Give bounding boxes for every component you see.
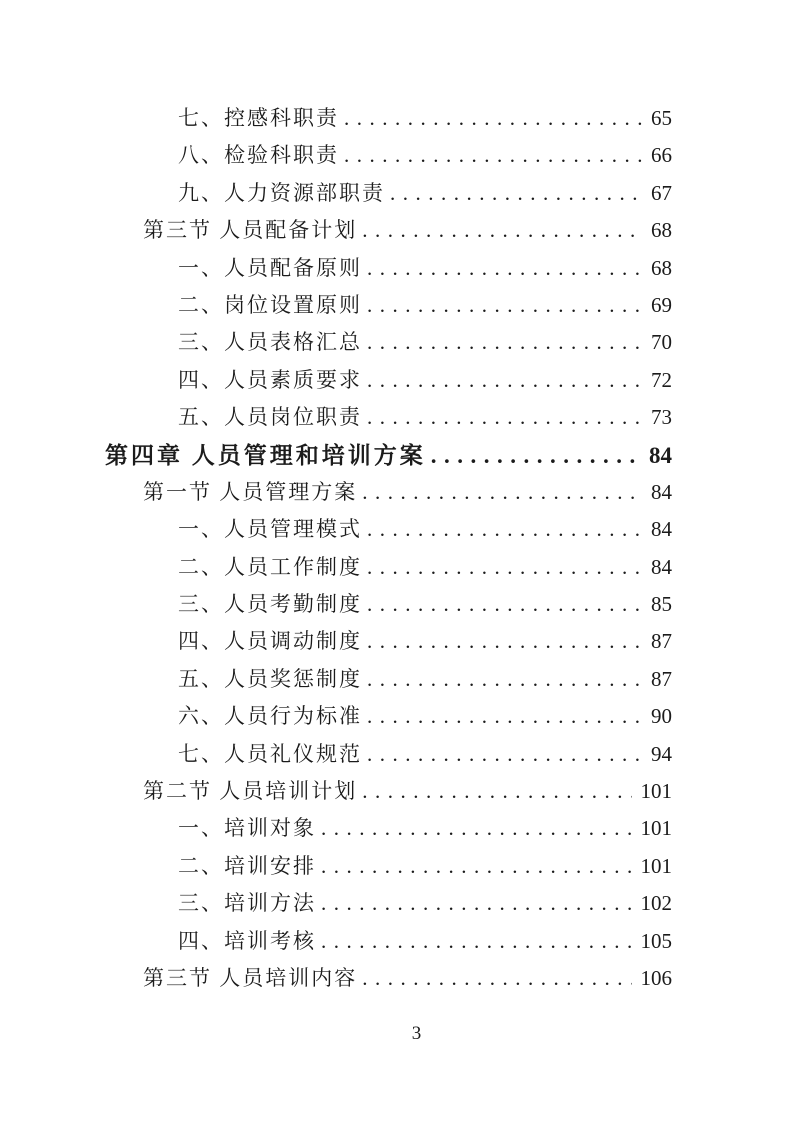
toc-entry-page-number: 66 bbox=[651, 143, 672, 168]
dot-leader bbox=[362, 362, 642, 399]
toc-entry bbox=[105, 399, 672, 436]
toc-entry-label: 二、人员工作制度 bbox=[178, 554, 362, 579]
toc-entry-label: 一、培训对象 bbox=[178, 816, 316, 841]
toc-entry-page-number: 72 bbox=[651, 367, 672, 392]
dot-leader bbox=[362, 698, 642, 735]
dot-leader bbox=[385, 175, 642, 212]
toc-entry-label: 七、控感科职责 bbox=[178, 106, 339, 130]
dot-leader bbox=[357, 474, 642, 511]
toc-entry bbox=[105, 810, 672, 847]
toc-entry bbox=[105, 250, 672, 287]
toc-entry bbox=[105, 848, 672, 885]
dot-leader bbox=[362, 250, 642, 287]
toc-entry-page-number: 87 bbox=[651, 629, 672, 654]
toc-entry-label: 第一节 人员管理方案 bbox=[143, 479, 358, 504]
toc-entry bbox=[105, 175, 672, 212]
dot-leader bbox=[357, 212, 642, 249]
toc-entry-page-number: 69 bbox=[651, 292, 672, 317]
toc-entry bbox=[105, 287, 672, 324]
dot-leader bbox=[426, 437, 640, 474]
toc-entry-page-number: 101 bbox=[640, 853, 672, 878]
dot-leader bbox=[362, 661, 642, 698]
toc-entry-page-number: 73 bbox=[651, 405, 672, 430]
dot-leader bbox=[357, 960, 631, 997]
dot-leader bbox=[362, 623, 642, 660]
toc-entry-page-number: 102 bbox=[640, 891, 672, 916]
toc-entry bbox=[105, 511, 672, 548]
toc-entry-label: 八、检验科职责 bbox=[178, 143, 339, 168]
toc-entry-page-number: 68 bbox=[651, 218, 672, 243]
toc-entry-label: 二、培训安排 bbox=[178, 853, 316, 878]
toc-entry-page-number: 105 bbox=[640, 928, 672, 953]
toc-entry bbox=[105, 212, 672, 249]
toc-entry bbox=[105, 960, 672, 997]
dot-leader bbox=[339, 100, 642, 137]
toc-entry-label: 九、人力资源部职责 bbox=[178, 180, 385, 205]
toc-entry-label: 第三节 人员培训内容 bbox=[143, 965, 358, 990]
toc-entry-page-number: 90 bbox=[651, 704, 672, 729]
dot-leader bbox=[339, 137, 642, 174]
toc-entry-page-number: 84 bbox=[651, 517, 672, 542]
toc-entry bbox=[105, 586, 672, 623]
toc-entry bbox=[105, 100, 672, 137]
toc-entry-label: 五、人员岗位职责 bbox=[178, 405, 362, 430]
toc-entry bbox=[105, 698, 672, 735]
toc-entry-page-number: 84 bbox=[651, 479, 672, 504]
toc-entry bbox=[105, 623, 672, 660]
toc-entry-label: 第四章 人员管理和培训方案 bbox=[105, 442, 426, 468]
toc-entry-page-number: 84 bbox=[651, 554, 672, 579]
toc-entry-label: 七、人员礼仪规范 bbox=[178, 741, 362, 766]
footer-page-number: 3 bbox=[411, 1023, 422, 1044]
toc-entry bbox=[105, 137, 672, 174]
toc-entry bbox=[105, 549, 672, 586]
toc-entry bbox=[105, 661, 672, 698]
toc-entry-label: 六、人员行为标准 bbox=[178, 704, 362, 729]
toc-entry-label: 三、培训方法 bbox=[178, 891, 316, 916]
toc-entry-label: 第三节 人员配备计划 bbox=[143, 218, 358, 243]
toc-entry-label: 三、人员考勤制度 bbox=[178, 592, 362, 617]
toc-entry-page-number: 87 bbox=[651, 666, 672, 691]
dot-leader bbox=[316, 923, 632, 960]
toc-entry bbox=[105, 773, 672, 810]
toc-entry-page-number: 85 bbox=[651, 592, 672, 617]
dot-leader bbox=[316, 885, 632, 922]
toc-entry-page-number: 94 bbox=[651, 741, 672, 766]
toc-entry-page-number: 70 bbox=[651, 330, 672, 355]
toc-entry-page-number: 101 bbox=[640, 779, 672, 804]
toc-entry bbox=[105, 324, 672, 361]
dot-leader bbox=[362, 586, 642, 623]
toc-entry-label: 四、人员素质要求 bbox=[178, 367, 362, 392]
toc-entry-label: 二、岗位设置原则 bbox=[178, 292, 362, 317]
toc-entry-page-number: 67 bbox=[651, 180, 672, 205]
toc-entry bbox=[105, 437, 672, 474]
toc-entry-label: 一、人员配备原则 bbox=[178, 255, 362, 280]
toc-entry-label: 三、人员表格汇总 bbox=[178, 330, 362, 355]
toc-entry bbox=[105, 923, 672, 960]
dot-leader bbox=[362, 736, 642, 773]
toc-entry-label: 一、人员管理模式 bbox=[178, 517, 362, 542]
toc-entry-page-number: 65 bbox=[651, 106, 672, 130]
toc-entry-label: 四、人员调动制度 bbox=[178, 629, 362, 654]
dot-leader bbox=[362, 511, 642, 548]
toc-entry-page-number: 101 bbox=[640, 816, 672, 841]
toc-entry-label: 第二节 人员培训计划 bbox=[143, 779, 358, 804]
dot-leader bbox=[362, 287, 642, 324]
toc-entry-page-number: 106 bbox=[640, 965, 672, 990]
toc-entry bbox=[105, 474, 672, 511]
toc-entry bbox=[105, 362, 672, 399]
toc-entry-page-number: 84 bbox=[649, 442, 672, 468]
dot-leader bbox=[316, 810, 632, 847]
toc-entry-label: 五、人员奖惩制度 bbox=[178, 666, 362, 691]
dot-leader bbox=[362, 549, 642, 586]
table-of-contents bbox=[105, 100, 672, 997]
dot-leader bbox=[316, 848, 632, 885]
toc-entry bbox=[105, 885, 672, 922]
dot-leader bbox=[362, 324, 642, 361]
toc-entry-label: 四、培训考核 bbox=[178, 928, 316, 953]
dot-leader bbox=[362, 399, 642, 436]
toc-entry-page-number: 68 bbox=[651, 255, 672, 280]
toc-entry bbox=[105, 736, 672, 773]
dot-leader bbox=[357, 773, 631, 810]
